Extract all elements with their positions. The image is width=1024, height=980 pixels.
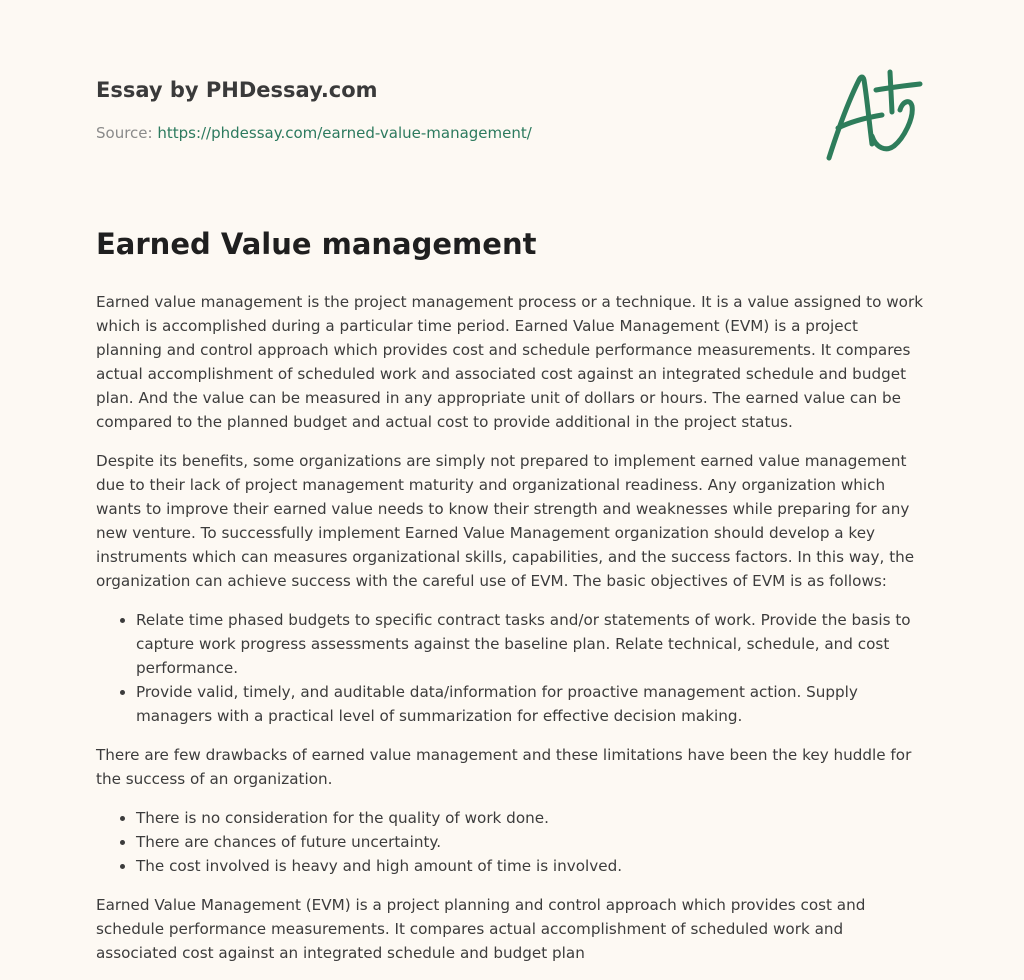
- list-item: • The cost involved is heavy and high amount of time is involved.: [136, 854, 928, 878]
- source-link[interactable]: https://phdessay.com/earned-value-management/: [157, 124, 532, 142]
- page-header: [96, 76, 796, 143]
- list-item: • Relate time phased budgets to specific contract tasks and/or statements of work. Provide the basis to capture work progress assessments against the baseline plan. Relate technical, schedule, and cost performance.: [136, 608, 928, 680]
- paragraph: There are few drawbacks of earned value management and these limitations have been the key huddle for the success of an organization.: [96, 746, 912, 788]
- list-item: • There is no consideration for the quality of work done.: [136, 806, 928, 830]
- paragraph: Earned Value Management (EVM) is a project planning and control approach which provides cost and schedule performance measurements. It compares actual accomplishment of scheduled work and associated cost against an integrated schedule and budget plan: [96, 896, 866, 962]
- source-label: Source:: [96, 124, 158, 142]
- source-line: [96, 123, 796, 143]
- paragraph: Despite its benefits, some organizations are simply not prepared to implement earned value management due to their lack of project management maturity and organizational readiness. Any organization which wants to improve their earned value needs to know their strength and weaknesses while preparing for any new venture. To successfully implement Earned Value Management organization should develop a key instruments which can measures organizational skills, capabilities, and the success factors. In this way, the organization can achieve success with the careful use of EVM. The basic objectives of EVM is as follows:: [96, 452, 915, 590]
- objectives-list: [96, 608, 928, 728]
- drawbacks-list: [96, 806, 928, 878]
- list-item: • Provide valid, timely, and auditable data/information for proactive management action. Supply managers with a practical level of summarization for effective decision making.: [136, 680, 928, 728]
- essay-content: [96, 224, 928, 980]
- essay-title: Earned Value management: [96, 227, 537, 261]
- a-plus-grade-icon: [822, 66, 930, 166]
- list-item: • There are chances of future uncertainty.: [136, 830, 928, 854]
- paragraph: Earned value management is the project management process or a technique. It is a value assigned to work which is accomplished during a particular time period. Earned Value Management (EVM) is a project planning and control approach which provides cost and schedule performance measurements. It compares actual accomplishment of scheduled work and associated cost against an integrated schedule and budget plan. And the value can be measured in any appropriate unit of dollars or hours. The earned value can be compared to the planned budget and actual cost to provide additional in the project status.: [96, 293, 924, 431]
- site-title: Essay by PHDessay.com: [96, 78, 378, 102]
